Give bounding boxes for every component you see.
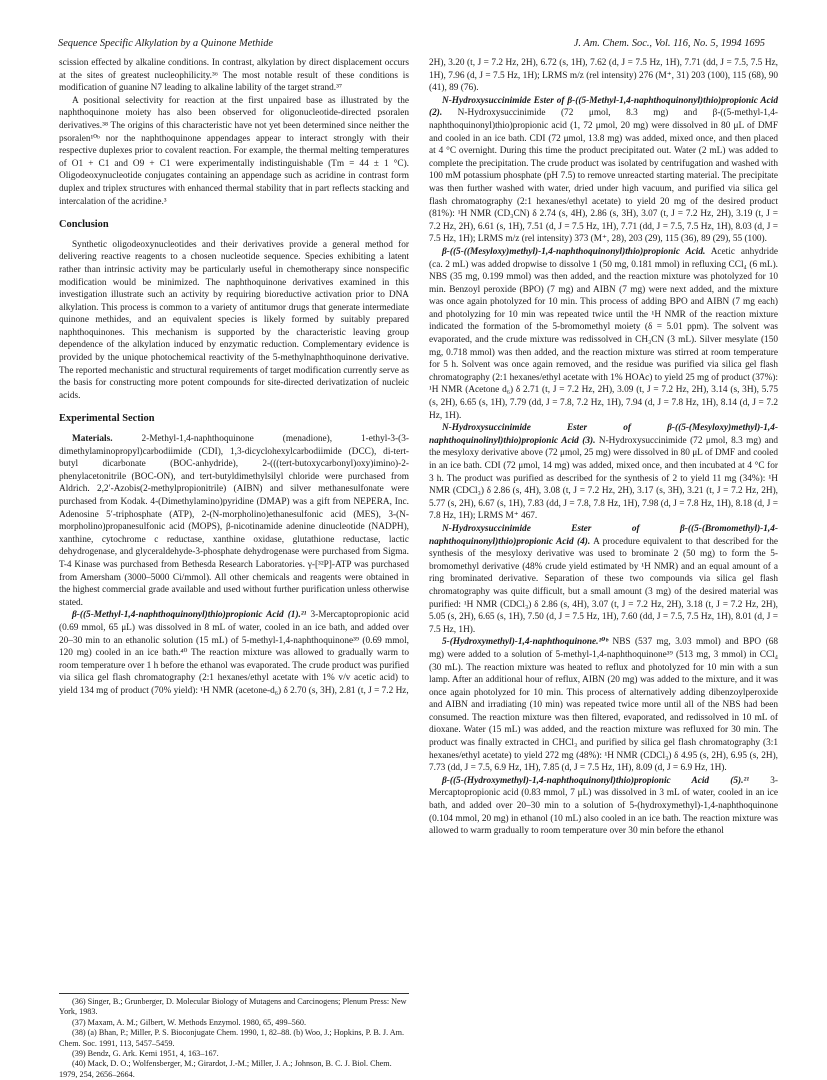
footnote: (40) Mack, D. O.; Wolfensberger, M.; Girardot, J.-M.; Miller, J. A.; Johnson, B. C. J. Biol. Chem. 1979, 254, 2656–2664. (59, 1059, 392, 1079)
paragraph: scission effected by alkaline conditions. In contrast, alkylation by direct displacement occurs at the sites of greatest nucleophilicity.³⁶ The most notable result of these conditions is modification of guanine N7 leading to alkaline lability of the target strand.³⁷ (59, 58, 409, 94)
paragraph-body: A procedure equivalent to that described for the synthesis of the mesyloxy derivative was used to brominate 2 (50 mg) to form the 5-bromomethyl derivative (48% crude yield estimated by ¹H NMR) and an equal amount of a ring brominated derivative. Separation of these two compounds via silica gel flash chromatography was quite difficult, but a small amount (3 mg) of the desired material was purified: ¹H NMR (CDCl₃) δ 2.86 (s, 4H), 3.07 (t, J = 7.2 Hz, 2H), 3.18 (t, J = 7.2 Hz, 2H), 5.05 (s, 2H), 6.65 (s, 1H), 7.50 (d, J = 7.5 Hz, 1H), 7.60 (dd, J = 7.5, 7.5 Hz, 1H), 8.01 (d, J = 7.5 Hz, 1H). (429, 536, 778, 635)
paragraph-body: Acetic anhydride (ca. 2 mL) was added dropwise to dissolve 1 (50 mg, 0.181 mmol) in refluxing CCl₄ (6 mL). NBS (35 mg, 0.199 mmol) was then added, and the reaction mixture was photolyzed for 10 min. Benzoyl peroxide (BPO) (7 mg) and AIBN (7 mg) were next added, and the mixture was once again photolyzed for 10 min. This process of adding BPO and AIBN (7 mg each) and photolyzing for 10 min was repeated twice until the ¹H NMR of the reaction mixture indicated the formation of the 5-bromomethyl moiety (δ = 5.01 ppm). The solvent was evaporated, and the crude mixture was redissolved in CH₃CN (3 mL). Silver mesylate (150 mg, 0.718 mmol) was then added, and the reaction mixture was stirred at room temperature for 5 h. Solvent was once again removed, and the residue was purified via silica gel flash chromatography (2:1 hexanes/ethyl acetate with 1% HOAc) to yield 25 mg of product (37%): ¹H NMR (Acetone d₆) δ 2.71 (t, J = 7.2 Hz, 2H), 3.09 (t, J = 7.2 Hz, 2H), 3.14 (s, 3H), 5.75 (s, 2H), 6.65 (s, 1H), 7.79 (dd, J = 7.8, 7.2 Hz, 1H), 7.94 (d, J = 7.8 Hz, 1H), 8.14 (d, J = 7.2 Hz, 1H). (429, 246, 779, 421)
footnotes (59, 993, 409, 1080)
paragraph-body: 2-Methyl-1,4-naphthoquinone (menadione), 1-ethyl-3-(3-dimethylaminopropyl)carbodiimide (CDI), 1,3-dicyclohexylcarbodiimide (DCC), di-tert-butyl dicarbonate (BOC-anhydride), 2-(((tert-butoxycarbonyl)oxy)imino)-2-phenylacetonitrile (BOC-ON), and tert-butyldimethylsilyl chloride were purchased from Aldrich. 2,2′-Azobis(2-methylpropionitrile) (AIBN) and silver methanesulfonate were purchased from Kodak. 4-(Dimethylamino)pyridine (DMAP) was a gift from NEPERA, Inc. Adenosine 5′-triphosphate (ATP), 2-(N-morpholino)ethanesulfonic acid (MES), 3-(N-morpholino)propanesulfonic acid (MOPS), β-nicotinamide adenine dinucleotide (NADPH), xanthine, cytochrome c reductase, xanthine oxidase, glutathione reductase, lactic dehydrogenase, and glyceraldehyde-3-phosphate dehydrogenase were purchased from Sigma. T-4 Kinase was purchased from Bethesda Research Laboratories. γ-[³²P]-ATP was purchased from Amersham (3000–5000 Ci/mmol). All other chemicals and reagents were obtained in the highest commercial grade available and used without further purification unless otherwise stated. (59, 434, 409, 608)
paragraph-materials (59, 433, 409, 609)
footnote: (39) Bendz, G. Ark. Kemi 1951, 4, 163–167. (72, 1049, 219, 1059)
paragraph-compound-2 (429, 95, 778, 246)
paragraph-body: N-Hydroxysuccinimide (72 μmol, 8.3 mg) and the mesyloxy derivative above (72 μmol, 25 mg) were dissolved in 80 μL of DMF and cooled in an ice bath. CDI (72 μmol, 14 mg) was added, mixed once, and then incubated at 4 °C for 3 h. The product was purified as described for the synthesis of 2 to yield 11 mg (34%): ¹H NMR (CDCl₃) δ 2.86 (s, 4H), 3.08 (t, J = 7.2 Hz, 2H), 3.17 (s, 3H), 3.21 (t, J = 7.2 Hz, 2H), 5.77 (s, 2H), 6.67 (s, 1H), 7.83 (dd, J = 7.8, 7.8 Hz, 1H), 7.98 (d, J = 7.8 Hz, 1H), 8.18 (d, J = 7.8 Hz, 1H); LRMS M⁺ 467. (429, 435, 779, 522)
paragraph: Synthetic oligodeoxynucleotides and their derivatives provide a general method for delivering reactive reagents to a chosen nucleotide sequence. Species exhibiting a latent rather than intrinsic activity may be particularly useful in chemotherapy since nonspecific modification would be minimized. The naphthoquinone derivatives examined in this investigation illustrate such an activity by requiring bioreductive activation prior to DNA alkylation. This process is common to a variety of antitumor drugs that generate intermediate quinone methides, and an equivalent species is likely formed by suitably prepared naphthoquinones. This mechanism is supported by the characteristic leaving group dependence of the alkylation induced by enzymatic reduction. Complementary evidence is provided by the unique photochemical reactivity of the 5-methylnaphthoquinone derivative. The reported mechanistic and structural requirements of target modification currently serve as the basis for constructing more potent compounds for site-directed derivatization of nucleic acids. (59, 239, 409, 401)
run-in-title: N-Hydroxysuccinimide Ester of β-((5-(Bromomethyl)-1,4-naphthoquinonyl)thio)propionic Acid (4). (429, 523, 778, 547)
run-in-title: β-((5-(Hydroxymethyl)-1,4-naphthoquinonyl)thio)propionic Acid (5).²¹ (442, 775, 750, 786)
footnote-rule (59, 993, 409, 994)
run-in-title: Materials. (72, 434, 113, 445)
footnote: (38) (a) Bhan, P.; Miller, P. S. Bioconjugate Chem. 1990, 1, 82–88. (b) Woo, J.; Hopkins, P. B. J. Am. Chem. Soc. 1991, 113, 5457–5459. (59, 1028, 405, 1048)
running-header (58, 38, 765, 54)
paragraph: 2H), 3.20 (t, J = 7.2 Hz, 2H), 6.72 (s, 1H), 7.62 (d, J = 7.5 Hz, 1H), 7.71 (dd, J = 7.5, 7.5 Hz, 1H), 7.96 (d, J = 7.5 Hz, 1H); LRMS m/z (rel intensity) 276 (M⁺, 31) 203 (100), 115 (68), 90 (41), 89 (76). (429, 58, 778, 94)
journal-citation: J. Am. Chem. Soc., Vol. 116, No. 5, 1994 1695 (573, 38, 765, 49)
run-in-title: N-Hydroxysuccinimide Ester of β-((5-(Mesyloxy)methyl)-1,4-naphthoquinolinyl)thio)propionic Acid (3). (429, 423, 778, 446)
paragraph-body: NBS (537 mg, 3.03 mmol) and BPO (68 mg) were added to a solution of 5-methyl-1,4-naphthoquinone³⁹ (513 mg, 3 mmol) in CCl₄ (30 mL). The reaction mixture was heated to reflux and photolyzed for 10 min with a sun lamp. After an additional hour of reflux, AIBN (20 mg) was added to the mixture, and it was once again photolyzed for 10 min. This process of alternatively adding dibenzoylperoxide and AIBN and irradiating (10 min) was repeated twice more until all of the NBS had been consumed. The reaction mixture was then filtered, evaporated, and redissolved in 10 mL of dioxane. Water (15 mL) was added, and the reaction mixture was refluxed for 30 min. The product was finally extracted in CHCl₃ and purified by silica gel flash chromatography (3:1 hexanes/ethyl acetate) to yield 272 mg (48%): ¹H NMR (CDCl₃) δ 4.95 (s, 2H), 6.95 (s, 2H), 7.73 (dd, J = 7.5, 6.9 Hz, 1H), 7.85 (d, J = 7.5 Hz, 1H), 8.09 (d, J = 6.9 Hz, 1H). (429, 637, 778, 774)
run-in-title: N-Hydroxysuccinimide Ester of β-((5-Methyl-1,4-naphthoquinonyl)thio)propionic Acid (2). (429, 95, 778, 119)
paragraph-body: 3-Mercaptopropionic acid (0.83 mmol, 7 μL) was dissolved in 3 mL of water, cooled in an ice bath, and added over 20–30 min to a solution of 5-(hydroxymethyl)-1,4-naphthoquinone (0.104 mmol, 20 mg) in ethanol (10 mL) also cooled in an ice bath. The reaction mixture was allowed to warm gradually to room temperature over 30 min before the ethanol (429, 775, 778, 837)
section-heading-conclusion: Conclusion (59, 219, 109, 231)
paragraph-body: 3-Mercaptopropionic acid (0.69 mmol, 65 μL) was dissolved in 8 mL of water, cooled in an ice bath, and added over 20–30 min to an ethanolic solution (15 mL) of 5-methyl-1,4-naphthoquinone³⁹ (0.69 mmol, 120 mg) cooled in an ice bath.⁴⁰ The reaction mixture was allowed to gradually warm to room temperature over 1 h before the ethanol was evaporated. The crude product was purified via silica gel flash chromatography (2:1 hexanes/ethyl acetate with 1% v/v acetic acid) to yield 134 mg of product (70% yield): ¹H NMR (acetone-d₆) δ 2.70 (s, 3H), 2.81 (t, J = 7.2 Hz, (59, 610, 409, 696)
footnote: (37) Maxam, A. M.; Gilbert, W. Methods Enzymol. 1980, 65, 499–560. (72, 1017, 307, 1027)
paragraph-compound-4 (429, 523, 778, 636)
running-title: Sequence Specific Alkylation by a Quinone Methide (58, 38, 274, 49)
run-in-title: β-((5-Methyl-1,4-naphthoquinonyl)thio)propionic Acid (1).²¹ (72, 610, 307, 621)
paragraph-body: N-Hydroxysuccinimide (72 μmol, 8.3 mg) and β-((5-methyl-1,4-naphthoquinonyl)thio)propionic acid (1, 72 μmol, 20 mg) were dissolved in 80 μL of DMF and cooled in an ice bath. CDI (72 μmol, 13.8 mg) was added, mixed once, and then placed at 4 °C overnight. During this time the product precipitated out. Water (2 mL) was added to complete the precipitation. The crude product was isolated by centrifugation and washed with 100 mM potassium phosphate (pH 7.5) to remove unreacted starting material. The precipitate was then further washed with water, dried under high vacuum, and purified via silica gel flash chromatography (2:1 hexanes/ethyl acetate) to yield 20 mg of the desired product (81%): ¹H NMR (CD₃CN) δ 2.74 (s, 4H), 2.86 (s, 3H), 3.07 (t, J = 7.2 Hz, 2H), 3.19 (t, J = 7.2 Hz, 2H), 6.61 (s, 1H), 7.51 (d, J = 7.5 Hz, 1H), 7.71 (dd, J = 7.5, 7.5 Hz, 1H), 8.03 (d, J = 7.5 Hz, 1H); LRMS m/z (rel intensity) 373 (M⁺, 28), 203 (29), 115 (36), 89 (29), 55 (100). (429, 108, 778, 245)
left-column (59, 57, 409, 698)
run-in-title: β-((5-((Mesyloxy)methyl)-1,4-naphthoquinonyl)thio)propionic Acid. (442, 246, 706, 257)
run-in-title: 5-(Hydroxymethyl)-1,4-naphthoquinone.¹⁰ᵇ (442, 637, 609, 648)
paragraph: A positional selectivity for reaction at the first unpaired base as illustrated by the naphthoquinone moiety has also been observed for oligonucleotide-directed psoralen derivatives.³⁸ The origins of this characteristic have not yet been determined since neither the psoralen¹⁰ᵇ nor the naphthoquinone appendages appear to interact strongly with their respective duplexes prior to covalent reaction. For example, the thermal melting temperatures of O1 + C1 and O9 + C1 were experimentally indistinguishable (Tm = 44 ± 1 °C). Oligodeoxynucleotide conjugates containing an appendage such as acridine in contrast form duplex and triplex structures with enhanced thermal stability that in part reflects stacking and intercalation of the acridine.³ (59, 95, 409, 207)
paragraph-compound-3 (429, 422, 778, 523)
paragraph-compound-1 (59, 609, 409, 697)
right-column (429, 57, 778, 838)
footnote: (36) Singer, B.; Grunberger, D. Molecular Biology of Mutagens and Carcinogens; Plenum Press: New York, 1983. (59, 997, 407, 1017)
paragraph-hydroxymethyl-nq (429, 636, 778, 775)
paragraph-compound-5 (429, 775, 778, 838)
paragraph-mesyloxy-acid (429, 246, 778, 422)
section-heading-experimental: Experimental Section (59, 413, 155, 425)
